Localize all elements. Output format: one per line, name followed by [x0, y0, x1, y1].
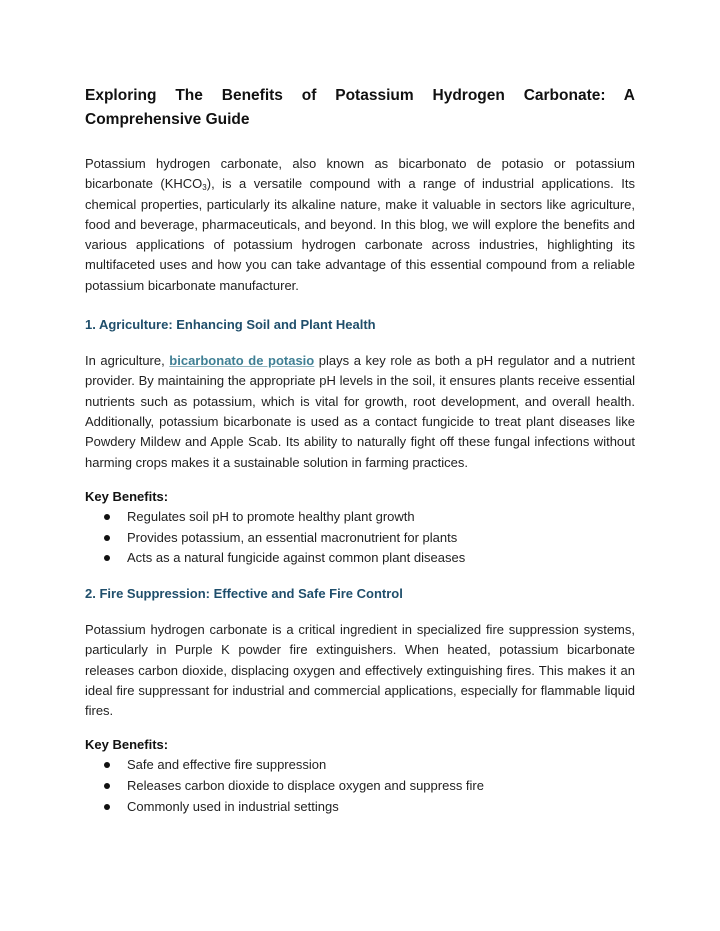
- list-item: [85, 797, 635, 818]
- agriculture-benefits-list: [85, 507, 635, 569]
- list-item-text: Provides potassium, an essential macronutrient for plants: [127, 529, 458, 545]
- agriculture-paragraph: [85, 351, 635, 473]
- bullet-icon: [104, 514, 110, 520]
- list-item: [85, 528, 635, 549]
- intro-text-part1: Potassium hydrogen carbonate, also known as bicarbonato de potasio or potassium bicarbonate (KHCO: [85, 156, 635, 192]
- agriculture-text-before-link: In agriculture,: [85, 353, 170, 369]
- bullet-icon: [104, 783, 110, 789]
- bicarbonato-link[interactable]: bicarbonato de potasio: [169, 353, 315, 369]
- list-item: [85, 776, 635, 797]
- list-item: [85, 548, 635, 569]
- list-item-text: Safe and effective fire suppression: [127, 757, 327, 773]
- bullet-icon: [104, 535, 110, 541]
- section-heading-fire-suppression: 2. Fire Suppression: Effective and Safe Fire Control: [85, 585, 403, 601]
- list-item: [85, 755, 635, 776]
- agriculture-text-after-link: plays a key role as both a pH regulator and a nutrient provider. By maintaining the appropriate pH levels in the soil, it ensures plants receive essential nutrients such as potassium, which is vital for growth, root development, and overall health. Additionally, potassium bicarbonate is used as a contact fungicide to treat plant diseases like Powdery Mildew and Apple Scab. Its ability to naturally fight off these fungal infections without harming crops makes it a sustainable solution in farming practices.: [85, 353, 636, 470]
- fire-benefits-list: [85, 755, 635, 817]
- list-item-text: Releases carbon dioxide to displace oxygen and suppress fire: [127, 778, 484, 794]
- section-heading-agriculture: 1. Agriculture: Enhancing Soil and Plant Health: [85, 317, 376, 333]
- bullet-icon: [104, 804, 110, 810]
- document-body: [85, 84, 635, 818]
- list-item-text: Commonly used in industrial settings: [127, 798, 339, 814]
- list-item: [85, 507, 635, 528]
- fire-suppression-paragraph: Potassium hydrogen carbonate is a critical ingredient in specialized fire suppression systems, particularly in Purple K powder fire extinguishers. When heated, potassium bicarbonate releases carbon dioxide, displacing oxygen and effectively extinguishing fires. This makes it an ideal fire suppressant for industrial and commercial applications, especially for flammable liquid fires.: [85, 621, 635, 719]
- intro-text-part2: ), is a versatile compound with a range of industrial applications. Its chemical properties, particularly its alkaline nature, make it valuable in sectors like agriculture, food and beverage, pharmaceuticals, and beyond. In this blog, we will explore the benefits and various applications of potassium hydrogen carbonate across industries, highlighting its multifaceted uses and how you can take advantage of this essential compound from a reliable potassium bicarbonate manufacturer.: [85, 176, 635, 293]
- bullet-icon: [104, 762, 110, 768]
- list-item-text: Regulates soil pH to promote healthy plant growth: [127, 508, 415, 524]
- key-benefits-label: Key Benefits:: [85, 737, 169, 753]
- intro-subscript: 3: [202, 183, 207, 193]
- key-benefits-label: Key Benefits:: [85, 488, 169, 504]
- list-item-text: Acts as a natural fungicide against common plant diseases: [127, 550, 466, 566]
- bullet-icon: [104, 555, 110, 561]
- document-title: Exploring The Benefits of Potassium Hydrogen Carbonate: A Comprehensive Guide: [85, 87, 635, 128]
- intro-paragraph: [85, 154, 635, 296]
